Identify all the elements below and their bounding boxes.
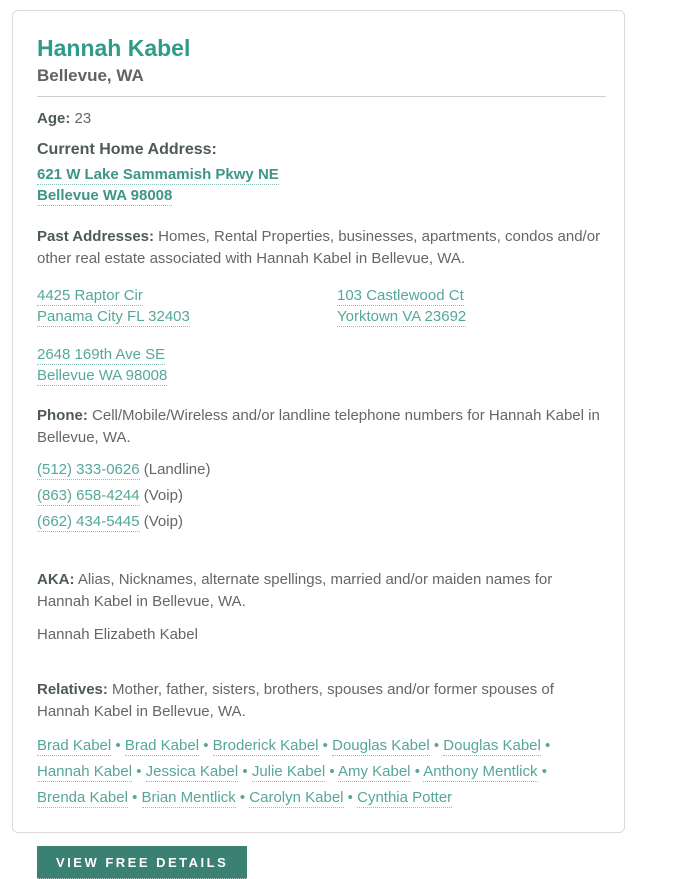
aka-name: Hannah Elizabeth Kabel: [37, 625, 198, 643]
current-address-line2[interactable]: Bellevue WA 98008: [37, 186, 173, 204]
phone-list: [37, 461, 606, 530]
relative-link[interactable]: Cynthia Potter: [357, 788, 453, 806]
relative-link[interactable]: Brenda Kabel: [37, 788, 128, 806]
aka-section: [37, 569, 606, 646]
page-title: Hannah Kabel: [37, 35, 191, 61]
relative-link[interactable]: Broderick Kabel: [212, 736, 319, 754]
past-addresses-section: [37, 226, 606, 386]
bullet-separator: •: [429, 736, 444, 754]
past-address-link[interactable]: 2648 169th Ave SE Bellevue WA 98008: [37, 345, 168, 384]
relative-link[interactable]: Hannah Kabel: [37, 762, 133, 780]
view-free-details-button[interactable]: VIEW FREE DETAILS: [37, 846, 247, 879]
bullet-separator: •: [127, 788, 142, 806]
age-label: Age:: [37, 109, 71, 127]
bullet-separator: •: [537, 762, 547, 780]
relative-link[interactable]: Jessica Kabel: [145, 762, 239, 780]
age-value: 23: [74, 109, 92, 127]
bullet-separator: •: [111, 736, 125, 754]
relatives-description: Mother, father, sisters, brothers, spouses and/or former spouses of Hannah Kabel in Bellevue, WA.: [37, 680, 554, 720]
phone-label: Phone:: [37, 406, 88, 424]
bullet-separator: •: [235, 788, 250, 806]
bullet-separator: •: [318, 736, 333, 754]
past-address-item: [37, 344, 337, 386]
relative-link[interactable]: Brad Kabel: [124, 736, 200, 754]
current-address-line1[interactable]: 621 W Lake Sammamish Pkwy NE: [37, 165, 279, 183]
past-addresses-label: Past Addresses:: [37, 227, 154, 245]
relatives-list: [37, 733, 597, 811]
relative-link[interactable]: Douglas Kabel: [443, 736, 541, 754]
current-address-section: [37, 141, 606, 206]
phone-description: Cell/Mobile/Wireless and/or landline telephone numbers for Hannah Kabel in Bellevue, WA.: [37, 406, 600, 446]
relatives-section: [37, 679, 606, 811]
phone-number-link[interactable]: (662) 434-5445: [37, 512, 140, 530]
bullet-separator: •: [238, 762, 252, 780]
phone-intro: [37, 405, 606, 449]
person-result-card: [12, 10, 625, 870]
phone-number-link[interactable]: (512) 333-0626: [37, 460, 140, 478]
age-row: [37, 108, 606, 130]
bullet-separator: •: [410, 762, 424, 780]
relative-link[interactable]: Brian Mentlick: [141, 788, 236, 806]
relative-link[interactable]: Amy Kabel: [337, 762, 411, 780]
bullet-separator: •: [132, 762, 146, 780]
aka-label: AKA:: [37, 570, 75, 588]
current-address-label: Current Home Address:: [37, 140, 217, 158]
relative-link[interactable]: Carolyn Kabel: [249, 788, 344, 806]
phone-row: [37, 461, 606, 478]
bullet-separator: •: [540, 736, 551, 754]
phone-row: [37, 513, 606, 530]
relative-link[interactable]: Anthony Mentlick: [423, 762, 538, 780]
phone-type: (Voip): [143, 512, 183, 530]
past-address-item: [37, 285, 337, 327]
past-addresses-description: Homes, Rental Properties, businesses, apartments, condos and/or other real estate associated with Hannah Kabel in Bellevue, WA.: [37, 227, 601, 267]
relative-link[interactable]: Julie Kabel: [251, 762, 326, 780]
bullet-separator: •: [325, 762, 338, 780]
phone-type: (Voip): [143, 486, 183, 504]
phone-number-link[interactable]: (863) 658-4244: [37, 486, 140, 504]
relative-link[interactable]: Douglas Kabel: [332, 736, 430, 754]
phone-section: [37, 405, 606, 530]
relatives-intro: [37, 679, 606, 723]
person-location: Bellevue, WA: [37, 65, 144, 85]
bullet-separator: •: [343, 788, 358, 806]
aka-description: Alias, Nicknames, alternate spellings, married and/or maiden names for Hannah Kabel in Bellevue, WA.: [37, 570, 553, 610]
relatives-label: Relatives:: [37, 680, 108, 698]
past-addresses-intro: [37, 226, 606, 270]
current-address-link[interactable]: [37, 164, 279, 206]
past-address-list: [37, 285, 606, 386]
header-divider: [37, 96, 606, 97]
past-address-link[interactable]: 103 Castlewood Ct Yorktown VA 23692: [337, 286, 467, 325]
phone-row: [37, 487, 606, 504]
past-address-item: [337, 285, 606, 327]
aka-intro: [37, 569, 606, 613]
phone-type: (Landline): [143, 460, 211, 478]
relative-link[interactable]: Brad Kabel: [37, 736, 112, 754]
bullet-separator: •: [199, 736, 213, 754]
past-address-link[interactable]: 4425 Raptor Cir Panama City FL 32403: [37, 286, 190, 325]
